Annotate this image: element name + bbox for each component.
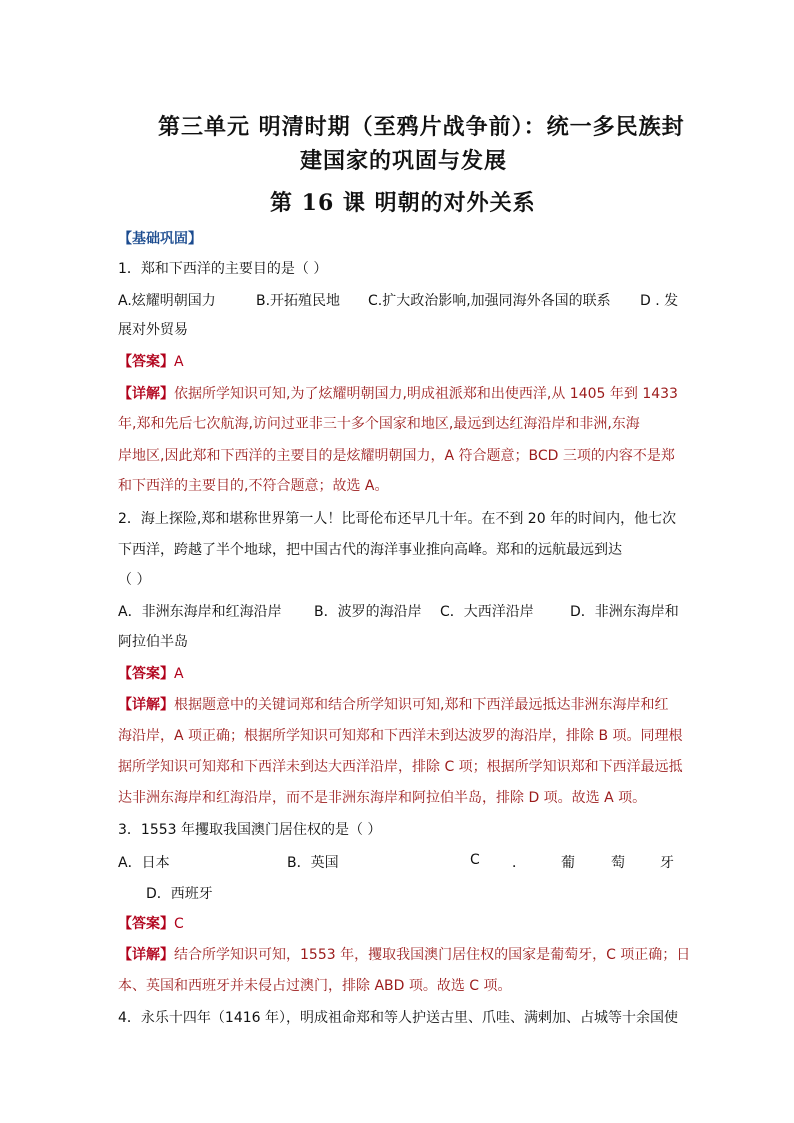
q3-option-c-char1: 葡 [561,855,575,871]
q1-option-d-cont: 展对外贸易 [118,322,188,338]
answer-tag: 【答案】 [118,916,174,932]
answer-tag: 【答案】 [118,666,174,682]
q3-option-c-char3: 牙 [660,855,674,871]
q4-stem: 4．永乐十四年（1416 年），明成祖命郑和等人护送古里、爪哇、满剌加、占城等十余国使 [118,1010,678,1026]
q3-option-c-char2: 萄 [611,855,625,871]
q2-detail-line4: 达非洲东海岸和红海沿岸，而不是非洲东海岸和阿拉伯半岛，排除 D 项。故选 A 项。 [118,790,647,806]
q1-option-d: D . 发 [640,293,679,309]
q3-option-a: A．日本 [118,855,170,871]
q2-option-d: D．非洲东海岸和 [570,604,679,620]
detail-tag: 【详解】 [118,947,174,963]
q2-detail-line2: 海沿岸，A 项正确；根据所学知识可知郑和下西洋未到达波罗的海沿岸，排除 B 项。同理根 [118,728,683,744]
q2-stem-line1: 2．海上探险,郑和堪称世界第一人！比哥伦布还早几十年。在不到 20 年的时间内，他七次 [118,511,677,527]
q1-option-a: A.炫耀明朝国力 [118,293,216,309]
q2-option-c: C．大西洋沿岸 [440,604,534,620]
q2-option-b: B．波罗的海沿岸 [314,604,422,620]
q2-detail-line3: 据所学知识可知郑和下西洋未到达大西洋沿岸，排除 C 项；根据所学知识郑和下西洋最远抵 [118,759,683,775]
q3-option-c-letter: C [470,852,480,868]
q3-option-d: D．西班牙 [146,886,213,902]
q3-answer [118,914,184,934]
q3-detail-line2: 本、英国和西班牙并未侵占过澳门，排除 ABD 项。故选 C 项。 [118,978,512,994]
detail-tag: 【详解】 [118,386,174,402]
q1-detail-text1: 依据所学知识可知,为了炫耀明朝国力,明成祖派郑和出使西洋,从 1405 年到 1433 [174,386,678,402]
lesson-title: 第 16 课 明朝的对外关系 [270,190,536,216]
q3-detail-text1: 结合所学知识可知，1553 年，攫取我国澳门居住权的国家是葡萄牙，C 项正确；日 [174,947,691,963]
q3-detail-line1 [118,945,690,965]
q1-stem: 1．郑和下西洋的主要目的是（ ） [118,261,328,277]
q1-detail-line4: 和下西洋的主要目的,不符合题意；故选 A。 [118,478,389,494]
q2-answer [118,664,184,684]
unit-title-line1: 第三单元 明清时期（至鸦片战争前）：统一多民族封 [158,114,685,140]
q1-option-b: B.开拓殖民地 [256,293,341,309]
q1-detail-line3: 岸地区,因此郑和下西洋的主要目的是炫耀明朝国力，A 符合题意；BCD 三项的内容不是郑 [118,448,675,464]
q1-detail-line1 [118,384,678,404]
q1-option-c: C.扩大政治影响,加强同海外各国的联系 [368,293,611,309]
q2-detail-line1 [118,695,668,715]
answer-tag: 【答案】 [118,354,174,370]
q2-stem-line3: （ ） [118,572,151,588]
q3-stem: 3．1553 年攫取我国澳门居住权的是（ ） [118,822,382,838]
q1-answer-value: A [174,354,184,370]
q2-stem-line2: 下西洋，跨越了半个地球，把中国古代的海洋事业推向高峰。郑和的远航最远到达 [118,542,622,558]
q3-option-b: B．英国 [287,855,339,871]
q2-answer-value: A [174,666,184,682]
q2-detail-text1: 根据题意中的关键词郑和结合所学知识可知,郑和下西洋最远抵达非洲东海岸和红 [174,697,669,713]
unit-title-line2: 建国家的巩固与发展 [300,148,508,174]
q1-answer [118,352,184,372]
q3-answer-value: C [174,916,184,932]
q2-option-d-cont: 阿拉伯半岛 [118,634,188,650]
q3-option-c-dot: ． [512,855,526,871]
detail-tag: 【详解】 [118,697,174,713]
q1-detail-line2: 年,郑和先后七次航海,访问过亚非三十多个国家和地区,最远到达红海沿岸和非洲,东海 [118,416,640,432]
section-heading: 【基础巩固】 [118,231,202,247]
q2-option-a: A．非洲东海岸和红海沿岸 [118,604,282,620]
